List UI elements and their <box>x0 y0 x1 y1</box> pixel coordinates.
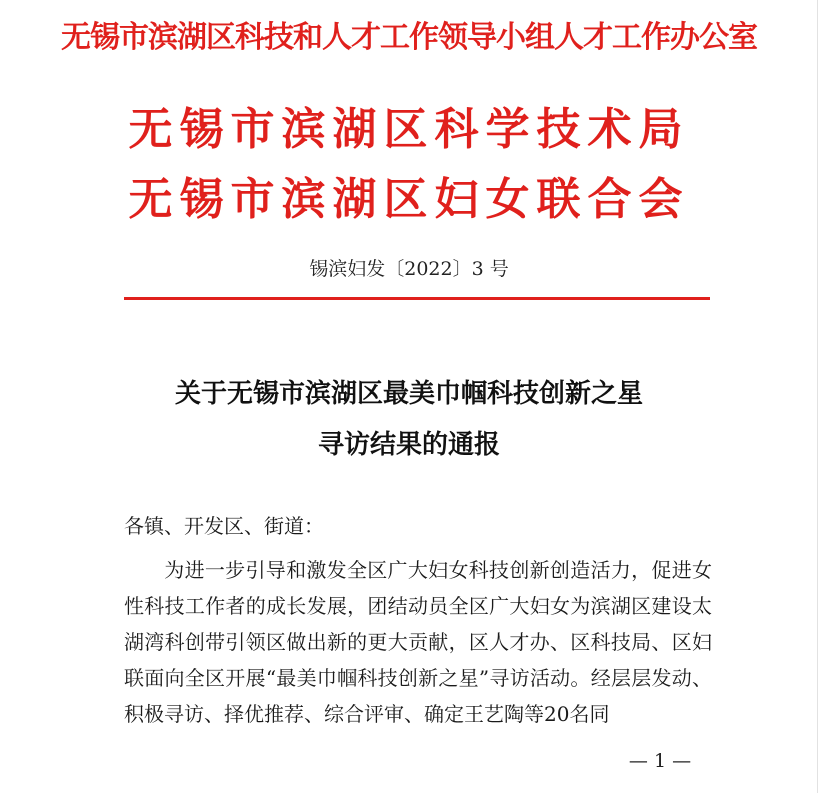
body-paragraph <box>124 552 712 732</box>
document-number: 锡滨妇发〔2022〕3 号 <box>309 258 509 280</box>
title-line-1: 关于无锡市滨湖区最美巾帼科技创新之星 <box>174 379 643 409</box>
page-number: — 1 — <box>628 750 692 772</box>
issuer-line-2: 无锡市滨湖区科学技术局 <box>128 104 690 155</box>
salutation: 各镇、开发区、街道： <box>124 514 324 538</box>
issuer-line-3: 无锡市滨湖区妇女联合会 <box>128 174 690 225</box>
issuer-line-1: 无锡市滨湖区科技和人才工作领导小组人才工作办公室 <box>61 20 757 55</box>
title-line-2: 寻访结果的通报 <box>317 430 500 460</box>
paragraph-text: 为进一步引导和激发全区广大妇女科技创新创造活力，促进女性科技工作者的成长发展，团结动员全区广大妇女为滨湖区建设太湖湾科创带引领区做出新的更大贡献，区人才办、区科技局、区妇联面向全区开展“最美巾帼科技创新之星”寻访活动。经层层发动、积极寻访、择优推荐、综合评审、确定王艺陶等20名同 <box>124 558 712 726</box>
red-divider-line <box>124 297 710 300</box>
